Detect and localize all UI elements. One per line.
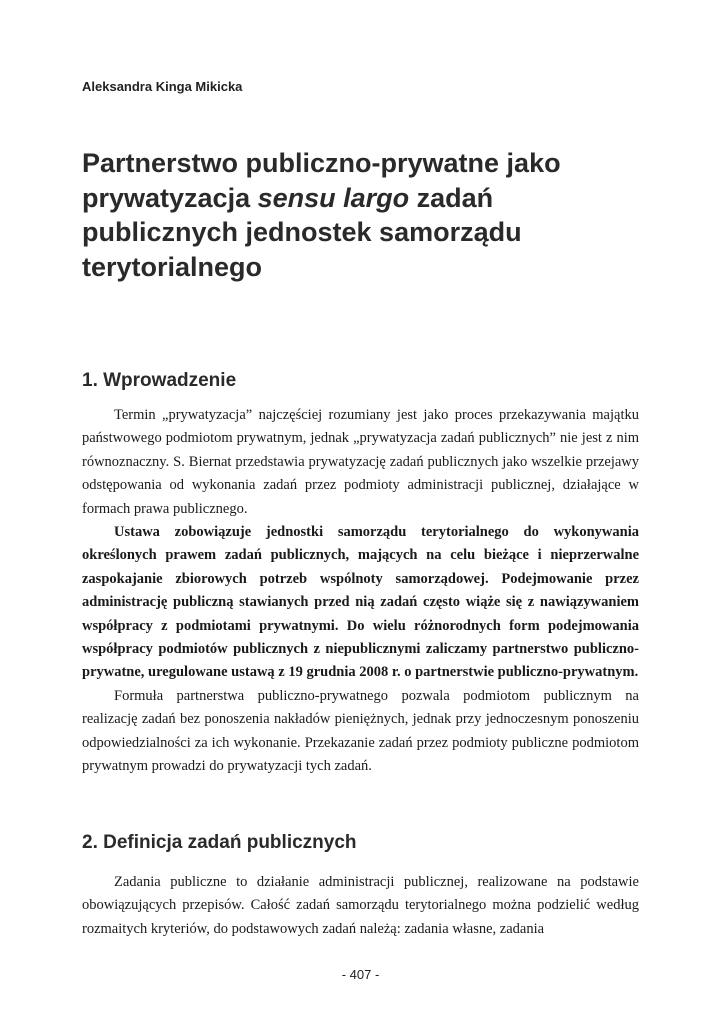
title-part-2: zadań publicznych jednostek samorządu terytorialnego	[82, 182, 522, 282]
section-heading-introduction: 1. Wprowadzenie	[82, 370, 237, 391]
paragraph: Formuła partnerstwa publiczno-prywatnego pozwala podmiotom publicznym na realizację zadań bez ponoszenia nakładów pieniężnych, jednak przy jednoczesnym ponoszeniu odpowiedzialności za ich wykonanie. Przekazanie zadań przez podmioty publiczne podmiotom prywatnym prowadzi do prywatyzacji tych zadań.	[82, 687, 639, 775]
section-heading-definition: 2. Definicja zadań publicznych	[82, 832, 357, 853]
author-name: Aleksandra Kinga Mikicka	[82, 79, 243, 94]
section-body-definition	[82, 871, 639, 941]
paragraph-bold: Ustawa zobowiązuje jednostki samorządu terytorialnego do wykonywania określonych prawem zadań publicznych, mających na celu bieżące i nieprzerwalne zaspokajanie zbiorowych potrzeb wspólnoty samorządowej. Podejmowanie przez administrację publiczną stawianych przed nią zadań często wiąże się z nawiązywaniem współpracy z podmiotami prywatnymi. Do wielu różnorodnych form podejmowania współpracy podmiotów publicznych z niepublicznymi zaliczamy partnerstwo publiczno-prywatne, uregulowane ustawą z 19 grudnia 2008 r. o partnerstwie publiczno-prywatnym.	[82, 524, 639, 681]
paper-title	[82, 146, 642, 284]
section-body-introduction	[82, 404, 639, 779]
title-part-1: Partnerstwo publiczno-prywatne jako prywatyzacja	[82, 148, 561, 213]
paragraph: Zadania publiczne to działanie administracji publicznej, realizowane na podstawie obowiązujących przepisów. Całość zadań samorządu terytorialnego można podzielić według rozmaitych kryteriów, do podstawowych zadań należą: zadania własne, zadania	[82, 874, 639, 937]
page-number: - 407 -	[341, 967, 380, 982]
title-emphasis: sensu largo	[257, 182, 410, 213]
paragraph: Termin „prywatyzacja” najczęściej rozumiany jest jako proces przekazywania majątku państwowego podmiotom prywatnym, jednak „prywatyzacja zadań publicznych” nie jest z nim równoznaczny. S. Biernat przedstawia prywatyzację zadań publicznych jako wszelkie przejawy odstępowania od wykonania zadań przez podmioty administracji publicznej, działające w formach prawa publicznego.	[82, 407, 639, 517]
